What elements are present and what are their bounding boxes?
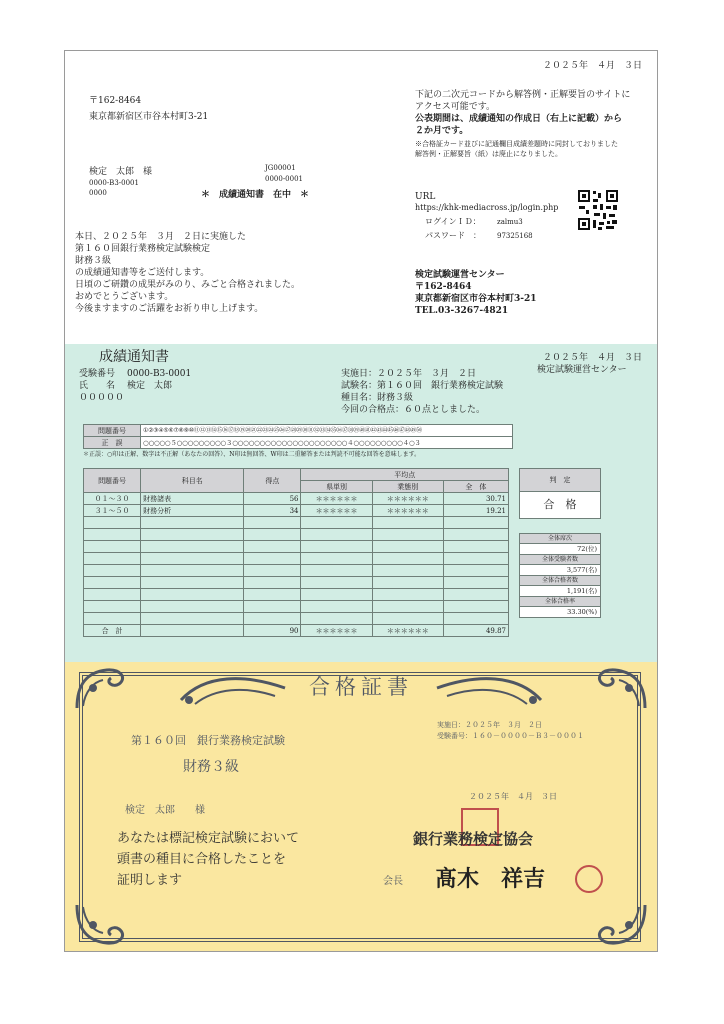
score-table: [83, 468, 509, 637]
answer-row-label: 正 誤: [84, 437, 141, 449]
answer-header-label: 問題番号: [84, 425, 141, 437]
enclosure-note: ＊ 成績通知書 在中 ＊: [201, 190, 310, 200]
table-row-empty: [84, 601, 509, 613]
info-line: 下記の二次元コードから解答例・正解要旨のサイトに: [415, 90, 631, 100]
center-tel: TEL.03-3267-4821: [415, 306, 509, 316]
cert-association: 銀行業務検定協会: [413, 830, 534, 848]
password-label: パスワード ：: [425, 231, 481, 240]
answer-numbers: ①②③④⑤⑥⑦⑧⑨⑩⑪⑫⑬⑭⑮⑯⑰⑱⑲⑳㉑㉒㉓㉔㉕㉖㉗㉘㉙㉚㉛㉜㉝㉞㉟㊱㊲㊳㊴㊵㊶㊷㊸㊹㊺㊻㊼㊽㊾㊿: [141, 425, 513, 437]
col-biz-header: 業態別: [372, 481, 443, 493]
table-row-empty: [84, 565, 509, 577]
answer-marks: ○○○○○５○○○○○○○○○３○○○○○○○○○○○○○○○○○○○○○４○○○○○○○○○４○３: [141, 437, 513, 449]
table-row-empty: [84, 589, 509, 601]
cert-body-line: 頭書の種目に合格したことを: [117, 852, 287, 867]
letter-line: 今後ますますのご活躍をお祈り申し上げます。: [75, 304, 264, 314]
report-date: ２０２５年 ４月 ３日: [543, 353, 643, 363]
table-row-empty: [84, 577, 509, 589]
name-value: 検定 太郎: [127, 381, 173, 391]
report-issuer: 検定試験運営センター: [537, 365, 627, 375]
total-biz-avg: ＊＊＊＊＊＊: [372, 625, 443, 637]
answer-table: [83, 424, 513, 449]
table-row: [84, 505, 509, 517]
center-name: 検定試験運営センター: [415, 270, 505, 280]
letter-line: 第１６０回銀行業務検定試験検定: [75, 244, 211, 254]
letter-line: 日頃のご研鑽の成果がみのり、みごと合格されました。: [75, 280, 301, 290]
col-average-header: 平均点: [301, 469, 509, 481]
stat-label: 全体合格率: [519, 597, 601, 607]
cert-exam-name: 第１６０回 銀行業務検定試験: [131, 734, 285, 747]
exam-date: 実施日：２０２５年 ３月 ２日: [341, 369, 477, 379]
cert-reg-no: 受験番号：１６０－００００－Ｂ３－０００１: [437, 732, 584, 740]
ornament-top-right-icon: [591, 666, 649, 712]
mail-postal: 〒162-8464: [89, 96, 142, 106]
col-range-header: 問題番号: [84, 469, 141, 493]
row-biz-avg: ＊＊＊＊＊＊: [372, 505, 443, 517]
cert-body-line: あなたは標記検定試験において: [117, 831, 300, 846]
access-info: [415, 89, 630, 159]
recipient-sub: 0000: [89, 189, 107, 197]
judgment-value: 合 格: [519, 492, 601, 519]
stat-label: 全体受験者数: [519, 555, 601, 565]
letter-body: [75, 231, 300, 315]
table-row-empty: [84, 613, 509, 625]
row-range: ３１～５０: [84, 505, 141, 517]
stats-list: [519, 533, 601, 618]
cert-body: [117, 828, 299, 891]
row-pref-avg: ＊＊＊＊＊＊: [301, 505, 372, 517]
name-label: 氏 名: [79, 381, 116, 391]
center-postal: 〒162-8464: [415, 282, 472, 292]
letter-line: 本日、２０２５年 ３月 ２日に実施した: [75, 232, 247, 242]
row-pref-avg: ＊＊＊＊＊＊: [301, 493, 372, 505]
pass-line: 今回の合格点：６０点としました。: [341, 405, 486, 415]
signature-seal: [575, 865, 603, 893]
letter-line: の成績通知書等をご送付します。: [75, 268, 210, 278]
col-score-header: 得点: [244, 469, 301, 493]
certificate-title: 合格証書: [309, 675, 413, 699]
info-note: ※合格証カード並びに記通欄目成績差題時に同封しておりました: [415, 140, 618, 148]
table-row-total: [84, 625, 509, 637]
pass-certificate: [65, 662, 657, 951]
answer-note: ＊正誤：○印は正解、数字は不正解（あなたの回答）、N印は無回答、W印は二重解答または判読不可能な回答を意味します。: [83, 451, 421, 458]
cert-exam-date: 実施日：２０２５年 ３月 ２日: [437, 721, 542, 729]
qr-code-icon[interactable]: [577, 189, 619, 231]
code-a: JG00001: [265, 164, 296, 172]
row-range: ０１～３０: [84, 493, 141, 505]
judgment-panel: [519, 468, 601, 618]
table-row-empty: [84, 553, 509, 565]
report-title: 成績通知書: [99, 349, 169, 365]
table-row: [84, 493, 509, 505]
stat-value: 1,191(名): [519, 586, 601, 597]
stat-value: 3,577(名): [519, 565, 601, 576]
recipient-name: 検定 太郎 様: [89, 167, 153, 177]
cert-subject: 財務３級: [183, 759, 239, 775]
table-row-empty: [84, 541, 509, 553]
stat-label: 全体合格者数: [519, 576, 601, 586]
exam-no-value: 0000-B3-0001: [127, 369, 192, 379]
col-pref-header: 県単別: [301, 481, 372, 493]
cert-body-line: 証明します: [117, 873, 183, 888]
center-info: [415, 269, 537, 317]
president-name: 髙木 祥吉: [435, 866, 546, 892]
stat-label: 全体席次: [519, 533, 601, 544]
letter-line: おめでとうございます。: [75, 292, 174, 302]
url-link[interactable]: https://khk-mediacross.jp/login.php: [415, 203, 559, 212]
score-report: [65, 344, 657, 662]
total-label: 合 計: [84, 625, 141, 637]
info-line: アクセス可能です。: [415, 102, 496, 112]
ornament-top-left-icon: [73, 666, 131, 712]
row-subject: 財務分析: [141, 505, 244, 517]
cert-date: ２０２５年 ４月 ３日: [469, 792, 557, 801]
president-label: 会長: [383, 876, 403, 887]
center-address: 東京都新宿区市谷本村町3-21: [415, 294, 537, 304]
table-row-empty: [84, 517, 509, 529]
col-all-header: 全 体: [443, 481, 508, 493]
name-sub: ０００００: [79, 393, 125, 403]
row-score: 56: [244, 493, 301, 505]
ornament-bottom-right-icon: [591, 901, 649, 947]
login-id-label: ログインＩＤ：: [425, 217, 481, 226]
row-all-avg: 19.21: [443, 505, 508, 517]
exam-no-label: 受験番号: [79, 369, 116, 379]
ornament-bottom-left-icon: [73, 901, 131, 947]
stat-value: 72(位): [519, 544, 601, 555]
password-value: 97325168: [497, 232, 533, 240]
info-line: 公表期間は、成績通知の作成日（右上に記載）から: [415, 114, 623, 124]
total-all-avg: 49.87: [443, 625, 508, 637]
recipient-id: 0000-B3-0001: [89, 179, 139, 187]
login-id-value: zalmu3: [497, 218, 523, 226]
row-score: 34: [244, 505, 301, 517]
info-line: ２か月です。: [415, 126, 469, 136]
col-subject-header: 科目名: [141, 469, 244, 493]
row-subject: 財務諸表: [141, 493, 244, 505]
mail-address: 東京都新宿区市谷本村町3-21: [89, 112, 209, 122]
stat-value: 33.30(%): [519, 607, 601, 618]
row-all-avg: 30.71: [443, 493, 508, 505]
total-pref-avg: ＊＊＊＊＊＊: [301, 625, 372, 637]
row-biz-avg: ＊＊＊＊＊＊: [372, 493, 443, 505]
exam-name: 試験名：第１６０回 銀行業務検定試験: [341, 381, 504, 391]
judgment-label: 判 定: [519, 468, 601, 492]
document-page: [64, 50, 658, 952]
exam-type: 種目名：財務３級: [341, 393, 414, 403]
table-row-empty: [84, 529, 509, 541]
info-note: 解答例・正解要旨（紙）は廃止になりました。: [415, 150, 562, 158]
letter-date: ２０２５年 ４月 ３日: [543, 61, 643, 71]
code-b: 0000-0001: [265, 175, 303, 183]
letter-line: 財務３級: [75, 256, 112, 266]
total-score: 90: [244, 625, 301, 637]
cert-name: 検定 太郎 様: [125, 805, 205, 816]
url-label: URL: [415, 192, 436, 202]
